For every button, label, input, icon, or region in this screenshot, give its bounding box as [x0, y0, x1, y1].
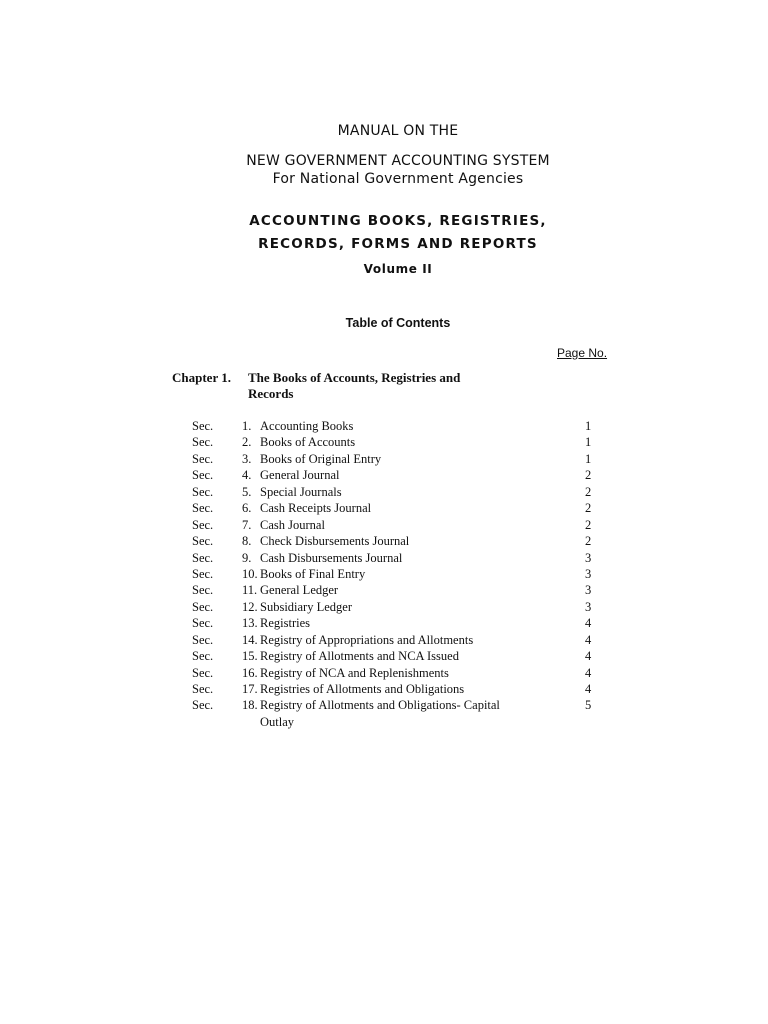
toc-entry [0, 582, 768, 598]
page-number-column-label: Page No. [557, 346, 608, 360]
toc-entry-title: Books of Original Entry [260, 451, 382, 466]
toc-entry [0, 467, 768, 483]
toc-entry-page: 4 [585, 649, 592, 664]
toc-entry-page: 2 [585, 484, 592, 499]
toc-entry-sec: Sec. [192, 534, 214, 549]
toc-list [0, 418, 768, 729]
toc-entry-sec: Sec. [192, 550, 214, 565]
toc-entry-number: 8. [242, 534, 252, 549]
toc-entry-page: 3 [585, 583, 592, 598]
toc-entry-number: 11. [242, 583, 258, 598]
toc-entry [0, 418, 768, 434]
toc-entry [0, 599, 768, 615]
toc-entry-title: Subsidiary Ledger [260, 599, 352, 614]
toc-entry-number: 15. [242, 649, 258, 664]
toc-entry-sec: Sec. [192, 484, 214, 499]
toc-entry-page: 3 [585, 599, 592, 614]
toc-entry [0, 550, 768, 566]
toc-entry-number: 7. [242, 517, 252, 532]
volume-label: Volume II [363, 262, 433, 276]
section-title-line2: RECORDS, FORMS AND REPORTS [258, 236, 538, 252]
manual-title: MANUAL ON THE [337, 123, 459, 139]
toc-entry [0, 434, 768, 450]
toc-entry-sec: Sec. [192, 682, 214, 696]
toc-entry-page: 4 [585, 682, 592, 696]
toc-entry-page: 4 [585, 632, 592, 647]
toc-entry-sec: Sec. [192, 451, 214, 466]
toc-entry-sec: Sec. [192, 419, 214, 433]
toc-entry-page: 1 [585, 451, 592, 466]
toc-entry-sec: Sec. [192, 698, 214, 713]
toc-entry-number: 17. [242, 682, 258, 696]
toc-entry-title: Registries [260, 616, 310, 631]
toc-entry-page: 1 [585, 419, 592, 433]
toc-entry-title: Check Disbursements Journal [260, 534, 410, 549]
toc-entry-title: Special Journals [260, 484, 342, 499]
section-title-line1: ACCOUNTING BOOKS, REGISTRIES, [249, 213, 547, 229]
toc-entry-page: 2 [585, 501, 592, 516]
system-title: NEW GOVERNMENT ACCOUNTING SYSTEM [246, 153, 550, 169]
toc-entry-sec: Sec. [192, 517, 214, 532]
toc-entry-sec: Sec. [192, 501, 214, 516]
toc-entry-page: 3 [585, 566, 592, 581]
toc-entry-number: 6. [242, 501, 252, 516]
toc-entry-page: 3 [585, 550, 592, 565]
toc-entry-sec: Sec. [192, 599, 214, 614]
toc-entry [0, 665, 768, 681]
title-block [0, 121, 768, 276]
toc-entry [0, 648, 768, 664]
toc-entry-number: 10. [242, 566, 258, 581]
toc-entry-title: Registry of Allotments and Obligations- Capital Outlay [260, 698, 500, 729]
toc-entry-number: 3. [242, 451, 252, 466]
toc-heading: Table of Contents [345, 316, 451, 330]
toc-entry-page: 2 [585, 468, 592, 483]
toc-entry-sec: Sec. [192, 435, 214, 450]
toc-entry-number: 18. [242, 698, 258, 713]
toc-entry [0, 681, 768, 697]
toc-entry-sec: Sec. [192, 583, 214, 598]
toc-entry-sec: Sec. [192, 632, 214, 647]
toc-entry-page: 4 [585, 616, 592, 631]
toc-entry-number: 12. [242, 599, 258, 614]
toc-entry [0, 566, 768, 582]
toc-entry-title: Accounting Books [260, 419, 354, 433]
toc-entry-number: 2. [242, 435, 252, 450]
toc-entry-number: 5. [242, 484, 252, 499]
agency-subtitle: For National Government Agencies [272, 171, 524, 187]
toc-entry-title: Cash Journal [260, 517, 325, 532]
toc-entry-number: 9. [242, 550, 252, 565]
toc-entry-title: General Journal [260, 468, 340, 483]
toc-entry-sec: Sec. [192, 665, 214, 680]
toc-entry-page: 5 [585, 698, 592, 713]
toc-entry-page: 1 [585, 435, 592, 450]
toc-entry-page: 2 [585, 534, 592, 549]
toc-entry [0, 533, 768, 549]
toc-entry [0, 615, 768, 631]
toc-entry [0, 484, 768, 500]
toc-entry [0, 451, 768, 467]
toc-entry-number: 14. [242, 632, 258, 647]
toc-entry-number: 1. [242, 419, 252, 433]
toc-entry-sec: Sec. [192, 649, 214, 664]
toc-entry-title: Registry of NCA and Replenishments [260, 665, 449, 680]
toc-entry-number: 4. [242, 468, 252, 483]
toc-entry-title: Books of Accounts [260, 435, 356, 450]
toc-entry-sec: Sec. [192, 468, 214, 483]
toc-entry-sec: Sec. [192, 566, 214, 581]
toc-entry-number: 13. [242, 616, 258, 631]
toc-entry-title: Cash Receipts Journal [260, 501, 372, 516]
toc-entry-title: Books of Final Entry [260, 566, 366, 581]
toc-entry-sec: Sec. [192, 616, 214, 631]
toc-entry-title: Cash Disbursements Journal [260, 550, 403, 565]
toc-entry-title: Registries of Allotments and Obligations [260, 682, 465, 696]
toc-entry-number: 16. [242, 665, 258, 680]
chapter-label: Chapter 1. [172, 370, 231, 385]
toc-entry [0, 632, 768, 648]
toc-entry-page: 2 [585, 517, 592, 532]
toc-entry [0, 697, 768, 729]
toc-entry [0, 517, 768, 533]
toc-entry-title: Registry of Appropriations and Allotments [260, 632, 474, 647]
toc-entry-title: General Ledger [260, 583, 339, 598]
chapter-title: The Books of Accounts, Registries and Records [248, 370, 461, 401]
toc-entry-page: 4 [585, 665, 592, 680]
toc-entry [0, 500, 768, 516]
toc-entry-title: Registry of Allotments and NCA Issued [260, 649, 459, 664]
